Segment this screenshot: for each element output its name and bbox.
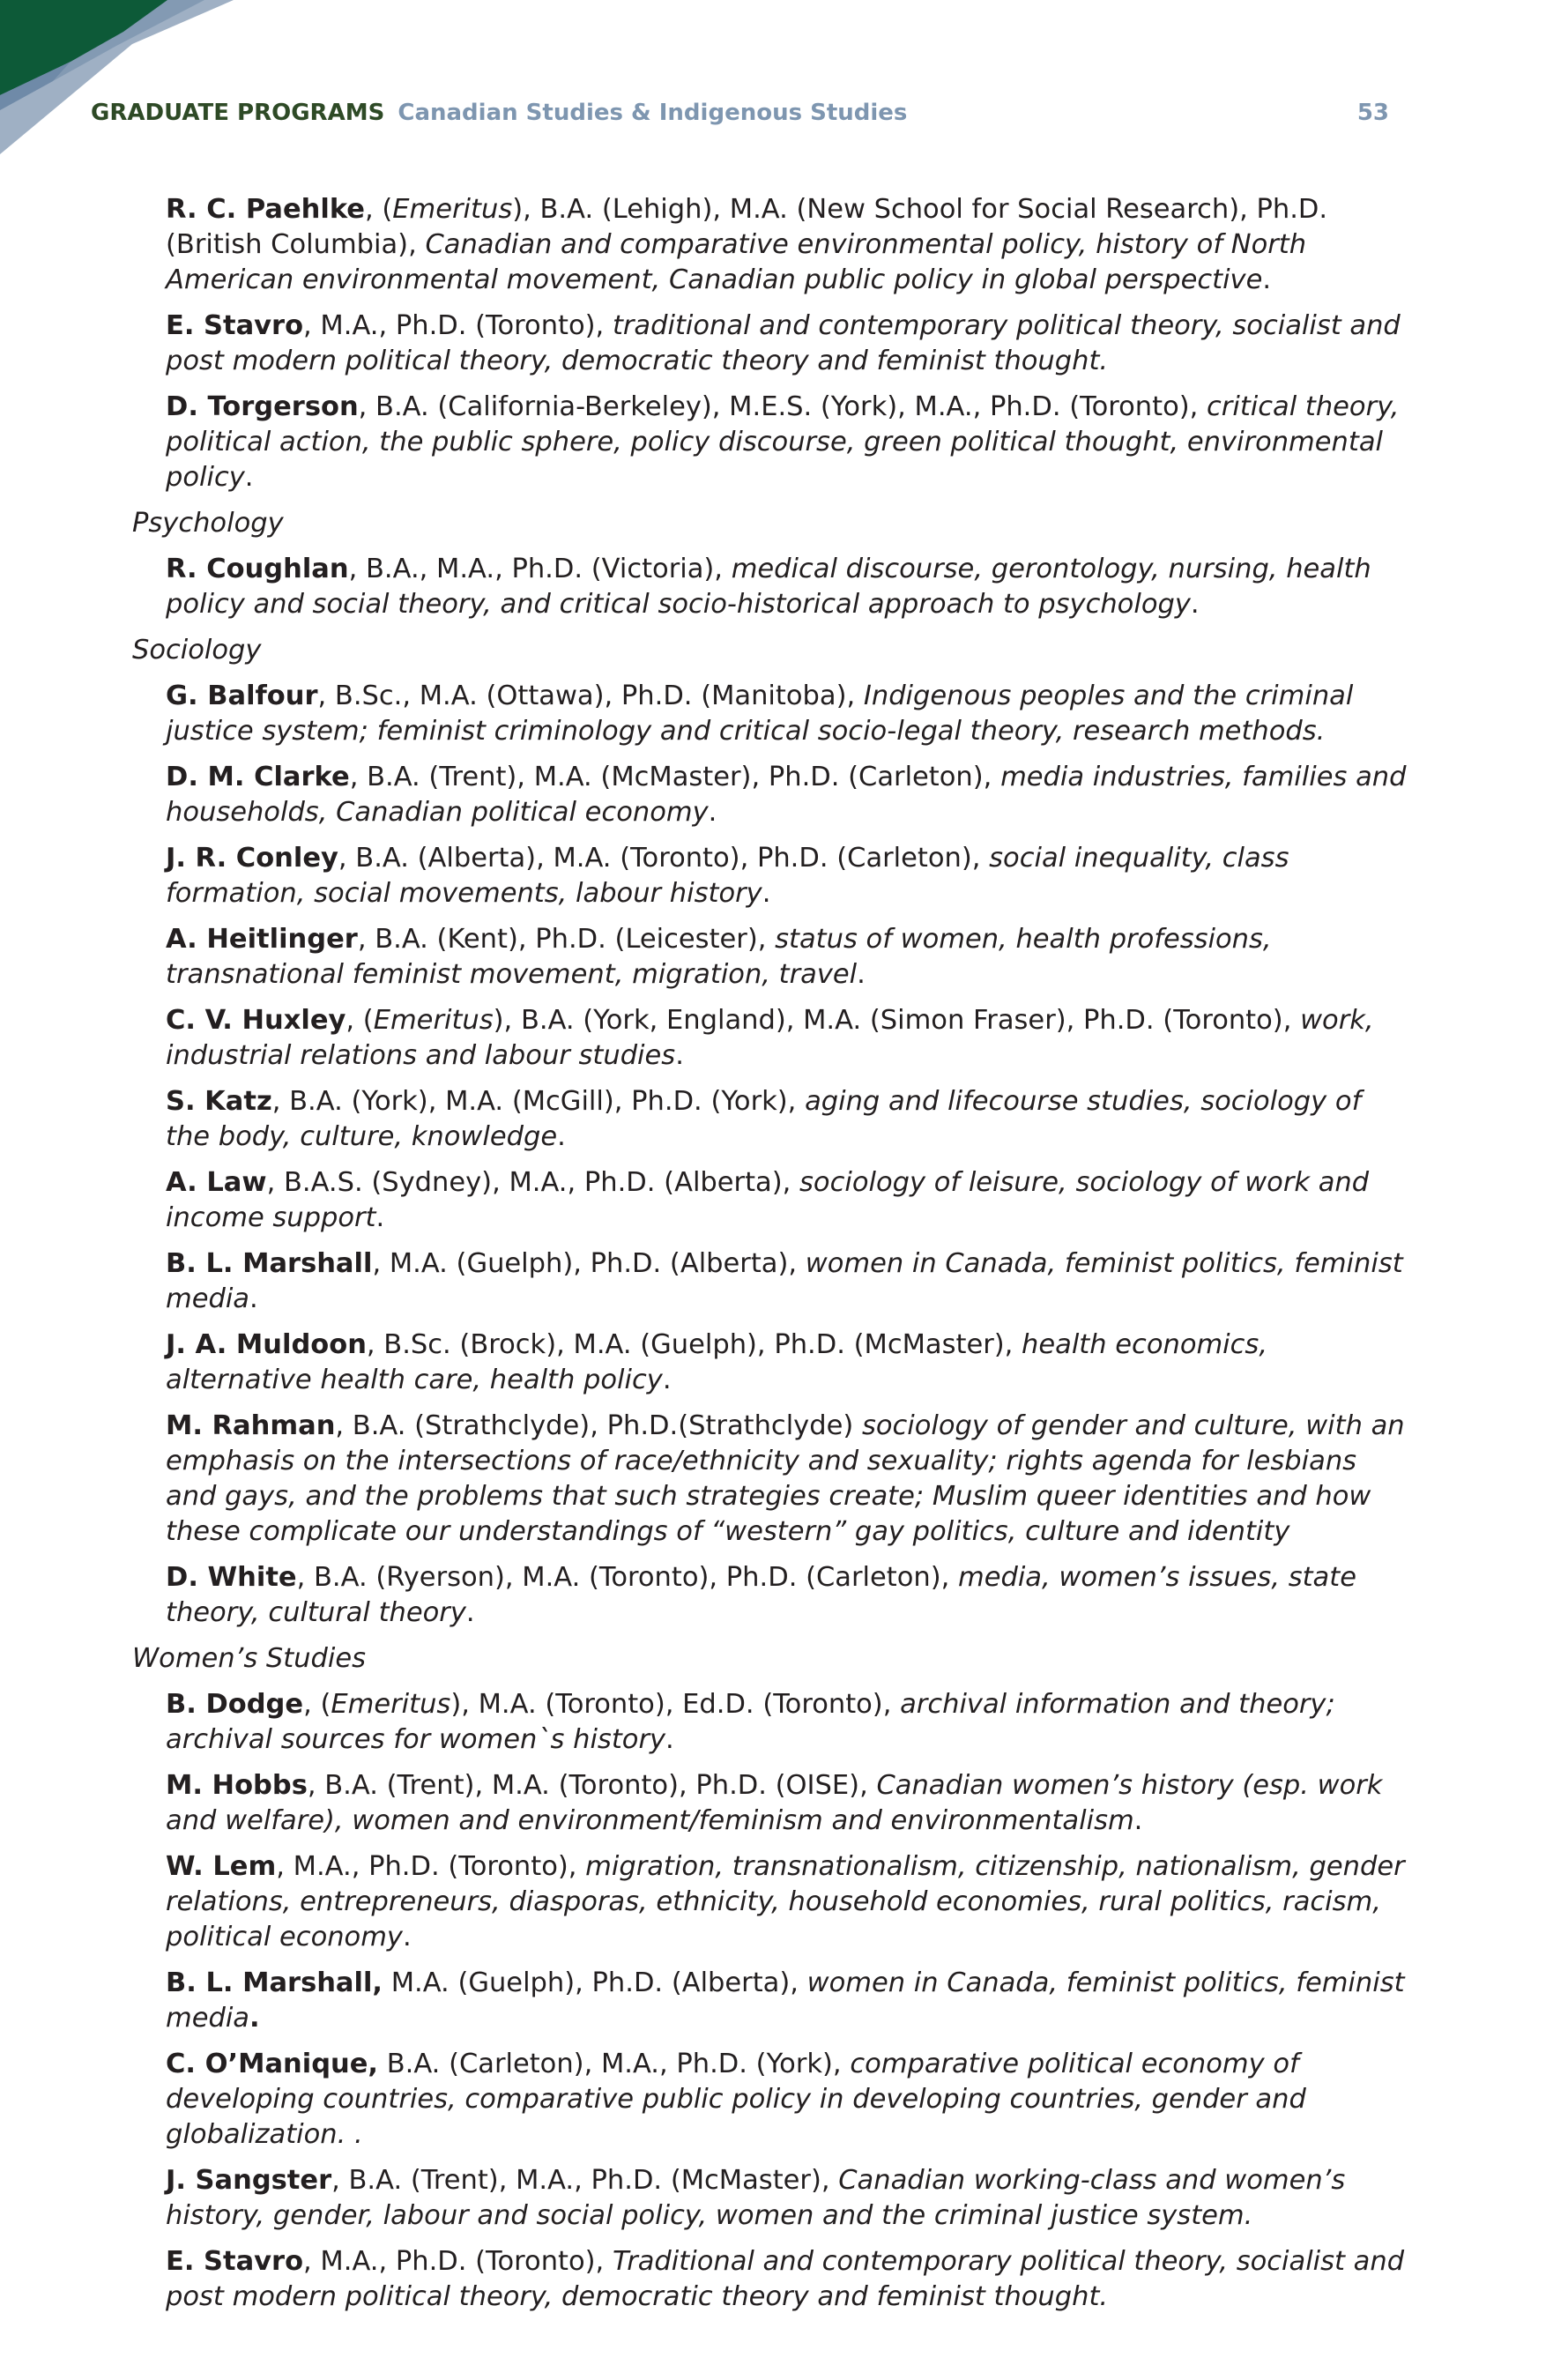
faculty-name: B. L. Marshall <box>166 1248 373 1279</box>
faculty-name: J. A. Muldoon <box>166 1329 367 1360</box>
entry-end: . <box>249 1283 258 1314</box>
faculty-degrees-cont: ), M.A. (Toronto), Ed.D. (Toronto), <box>450 1689 901 1720</box>
corner-decoration <box>0 0 264 167</box>
research-interests: status of women, health professions, transnational feminist movement, migration, travel <box>166 924 1272 990</box>
research-interests: archival information and theory; archival sources for women`s history <box>166 1689 1335 1755</box>
research-interests: critical theory, political action, the public sphere, policy discourse, green political thought, environmental policy <box>166 391 1400 493</box>
page-number: 53 <box>1356 100 1389 126</box>
research-interests: Canadian women’s history (esp. work and welfare), women and environment/feminism and environmentalism <box>166 1770 1383 1836</box>
faculty-name: D. White <box>166 1562 297 1593</box>
research-interests: Canadian and comparative environmental policy, history of North American environmental movement, Canadian public policy in global perspective <box>166 229 1307 295</box>
faculty-name: E. Stavro <box>166 2246 304 2277</box>
faculty-degrees: , B.A. (Ryerson), M.A. (Toronto), Ph.D. (Carleton), <box>296 1562 958 1593</box>
emeritus-label: Emeritus <box>373 1005 494 1036</box>
faculty-name: A. Heitlinger <box>166 924 358 955</box>
section-heading: Women’s Studies <box>132 1643 367 1674</box>
faculty-name: J. Sangster <box>166 2165 332 2196</box>
faculty-entry <box>166 1849 1410 1955</box>
entry-end: . <box>1190 589 1200 620</box>
research-interests: sociology of leisure, sociology of work and income support <box>166 1167 1370 1233</box>
entry-end: . <box>662 1365 672 1395</box>
faculty-degrees: , B.A. (Alberta), M.A. (Toronto), Ph.D. (Carleton), <box>338 843 990 874</box>
research-interests: Canadian working-class and women’s history, gender, labour and social policy, women and the criminal justice system. <box>166 2165 1346 2231</box>
entry-end: . <box>1133 1805 1143 1836</box>
faculty-name: S. Katz <box>166 1086 272 1117</box>
faculty-degrees: , M.A., Ph.D. (Toronto), <box>303 2246 613 2277</box>
faculty-name: J. R. Conley <box>166 843 338 874</box>
emeritus-label: Emeritus <box>392 194 513 225</box>
faculty-entry <box>166 2047 1410 2153</box>
page-header <box>91 100 1389 135</box>
research-interests: Traditional and contemporary political theory, socialist and post modern political theory, democratic theory and feminist thought. <box>166 2246 1405 2312</box>
faculty-entry <box>166 192 1410 298</box>
faculty-entry <box>166 2244 1410 2315</box>
faculty-degrees: , ( <box>364 194 393 225</box>
faculty-degrees: , B.A. (California-Berkeley), M.E.S. (York), M.A., Ph.D. (Toronto), <box>358 391 1207 422</box>
faculty-degrees: , B.Sc., M.A. (Ottawa), Ph.D. (Manitoba), <box>317 681 864 711</box>
faculty-name: D. Torgerson <box>166 391 359 422</box>
faculty-entry <box>166 1966 1410 2036</box>
faculty-entry <box>166 922 1410 993</box>
research-interests: social inequality, class formation, social movements, labour history <box>166 843 1289 909</box>
faculty-name: R. Coughlan <box>166 554 349 584</box>
program-label: GRADUATE PROGRAMS <box>91 100 385 126</box>
research-interests: medical discourse, gerontology, nursing, health policy and social theory, and critical socio-historical approach to psychology <box>166 554 1371 620</box>
faculty-entry <box>166 1768 1410 1839</box>
faculty-name: W. Lem <box>166 1851 277 1882</box>
faculty-entry <box>166 2163 1410 2234</box>
faculty-name: D. M. Clarke <box>166 762 350 792</box>
faculty-degrees: , B.A. (York), M.A. (McGill), Ph.D. (York), <box>271 1086 806 1117</box>
entry-end: . <box>708 797 717 828</box>
faculty-entry <box>166 679 1410 749</box>
section-heading: Sociology <box>132 635 262 666</box>
faculty-degrees-cont: ), B.A. (York, England), M.A. (Simon Fraser), Ph.D. (Toronto), <box>493 1005 1301 1036</box>
faculty-degrees: , M.A. (Guelph), Ph.D. (Alberta), <box>372 1248 806 1279</box>
research-interests: women in Canada, feminist politics, feminist media <box>166 1248 1403 1314</box>
faculty-degrees: B.A. (Carleton), M.A., Ph.D. (York), <box>378 2049 851 2079</box>
faculty-entry <box>166 1409 1410 1550</box>
entry-end: . <box>1262 264 1272 295</box>
entry-end: . <box>857 959 866 990</box>
faculty-entry <box>166 1165 1410 1236</box>
research-interests: women in Canada, feminist politics, feminist media <box>166 1967 1405 2034</box>
faculty-name: M. Hobbs <box>166 1770 308 1801</box>
research-interests: migration, transnationalism, citizenship, nationalism, gender relations, entrepreneurs, diasporas, ethnicity, household economies, rural politics, racism, political economy <box>166 1851 1405 1952</box>
entry-end: . <box>762 878 771 909</box>
faculty-list <box>132 192 1410 2325</box>
research-interests: sociology of gender and culture, with an emphasis on the intersections of race/ethnicity and sexuality; rights agenda for lesbians and gays, and the problems that such strategies create; Muslim queer identities and how these complicate our understandings of “western” gay politics, culture and identity <box>166 1410 1405 1547</box>
research-interests: comparative political economy of developing countries, comparative public policy in developing countries, gender and globalization. . <box>166 2049 1306 2150</box>
faculty-degrees: , B.A. (Strathclyde), Ph.D.(Strathclyde) <box>335 1410 862 1441</box>
faculty-entry <box>166 1246 1410 1317</box>
entry-end: . <box>665 1724 674 1755</box>
faculty-entry <box>166 1328 1410 1398</box>
faculty-name: E. Stavro <box>166 310 304 341</box>
faculty-degrees: M.A. (Guelph), Ph.D. (Alberta), <box>383 1967 807 1998</box>
faculty-degrees: , B.A., M.A., Ph.D. (Victoria), <box>348 554 732 584</box>
faculty-degrees: , B.Sc. (Brock), M.A. (Guelph), Ph.D. (McMaster), <box>366 1329 1022 1360</box>
faculty-entry <box>166 1560 1410 1631</box>
research-interests: work, industrial relations and labour studies <box>166 1005 1374 1071</box>
entry-end: . <box>675 1040 684 1071</box>
faculty-name: G. Balfour <box>166 681 318 711</box>
faculty-degrees: , B.A. (Trent), M.A. (McMaster), Ph.D. (Carleton), <box>349 762 1001 792</box>
entry-end: . <box>249 2003 260 2034</box>
faculty-name: B. Dodge <box>166 1689 304 1720</box>
entry-end: . <box>375 1202 385 1233</box>
faculty-entry <box>166 552 1410 622</box>
section-heading: Psychology <box>132 508 284 539</box>
faculty-name: A. Law <box>166 1167 267 1198</box>
faculty-entry <box>166 760 1410 830</box>
entry-end: . <box>244 462 254 493</box>
faculty-entry <box>166 841 1410 911</box>
faculty-degrees: , M.A., Ph.D. (Toronto), <box>276 1851 586 1882</box>
entry-end: . <box>557 1121 566 1152</box>
faculty-degrees: , B.A. (Kent), Ph.D. (Leicester), <box>357 924 776 955</box>
faculty-degrees: , B.A. (Trent), M.A. (Toronto), Ph.D. (OISE), <box>307 1770 877 1801</box>
faculty-degrees-cont: ), B.A. (Lehigh), M.A. (New School for Social Research), Ph.D. (British Columbia), <box>166 194 1328 260</box>
faculty-entry <box>166 309 1410 379</box>
faculty-degrees: , ( <box>346 1005 374 1036</box>
faculty-entry <box>166 1003 1410 1074</box>
faculty-entry <box>166 390 1410 495</box>
faculty-name: M. Rahman <box>166 1410 336 1441</box>
research-interests: aging and lifecourse studies, sociology of the body, culture, knowledge <box>166 1086 1362 1152</box>
faculty-name: C. O’Manique, <box>166 2049 379 2079</box>
faculty-degrees: , M.A., Ph.D. (Toronto), <box>303 310 613 341</box>
faculty-name: C. V. Huxley <box>166 1005 346 1036</box>
department-label: Canadian Studies & Indigenous Studies <box>398 100 908 126</box>
research-interests: media industries, families and households, Canadian political economy <box>166 762 1407 828</box>
faculty-degrees: , B.A.S. (Sydney), M.A., Ph.D. (Alberta), <box>266 1167 800 1198</box>
research-interests: Indigenous peoples and the criminal justice system; feminist criminology and critical socio-legal theory, research methods. <box>166 681 1354 747</box>
research-interests: health economics, alternative health care, health policy <box>166 1329 1268 1395</box>
faculty-name: B. L. Marshall, <box>166 1967 383 1998</box>
faculty-degrees: , ( <box>303 1689 331 1720</box>
faculty-degrees: , B.A. (Trent), M.A., Ph.D. (McMaster), <box>331 2165 839 2196</box>
faculty-entry <box>166 1687 1410 1758</box>
faculty-name: R. C. Paehlke <box>166 194 365 225</box>
emeritus-label: Emeritus <box>331 1689 451 1720</box>
entry-end: . <box>402 1922 412 1952</box>
faculty-entry <box>166 1084 1410 1155</box>
entry-end: . <box>465 1597 475 1628</box>
research-interests: media, women’s issues, state theory, cultural theory <box>166 1562 1356 1628</box>
research-interests: traditional and contemporary political theory, socialist and post modern political theory, democratic theory and feminist thought. <box>166 310 1401 376</box>
